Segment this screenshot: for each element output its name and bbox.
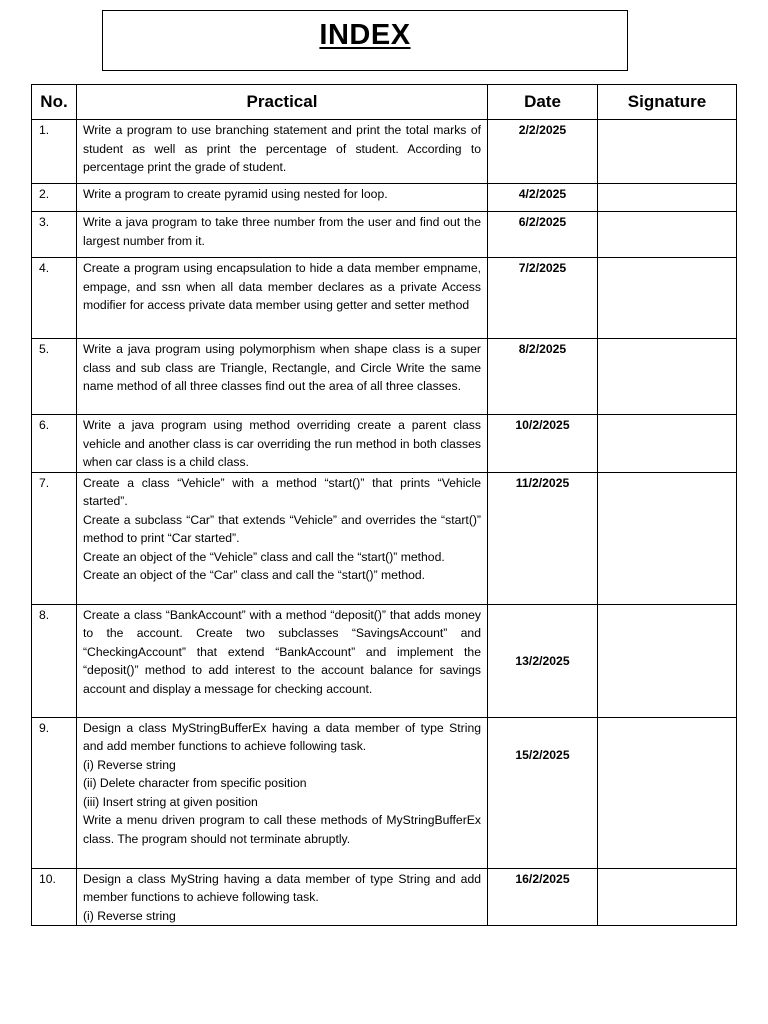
table-row (32, 604, 737, 717)
table-row (32, 415, 737, 473)
practical-line: (ii) Delete character from specific position (83, 776, 307, 790)
practical-line: (iii) Insert string at given position (83, 794, 258, 809)
practical-text (77, 717, 488, 868)
practical-text (77, 212, 488, 258)
practical-line: Design a class MyStringBufferEx having a data member of type String and add member functions to achieve following task. (83, 720, 481, 753)
row-number: 10. (32, 868, 77, 926)
signature-cell (598, 717, 737, 868)
practical-line: Create a subclass “Car” that extends “Vehicle” and overrides the “start()” method to print “Car started”. (83, 512, 481, 545)
practical-line: Write a menu driven program to call these methods of MyStringBufferEx class. The program should not terminate abruptly. (83, 813, 481, 846)
row-number: 5. (32, 339, 77, 415)
practical-line: Create an object of the “Car” class and call the “start()” method. (83, 568, 426, 582)
practical-text (77, 472, 488, 604)
practical-text (77, 258, 488, 339)
row-number: 8. (32, 604, 77, 717)
practical-line: Create a program using encapsulation to hide a data member empname, empage, and ssn when all data member declares as a private Access modifier for access private data member using getter and setter method (83, 261, 481, 312)
signature-cell (598, 472, 737, 604)
date-cell: 8/2/2025 (488, 339, 598, 415)
title-box (102, 10, 628, 71)
row-number: 7. (32, 472, 77, 604)
date-cell: 4/2/2025 (488, 184, 598, 212)
table-row (32, 472, 737, 604)
row-number: 3. (32, 212, 77, 258)
row-number: 4. (32, 258, 77, 339)
row-number: 9. (32, 717, 77, 868)
date-cell: 10/2/2025 (488, 415, 598, 473)
header-signature: Signature (598, 85, 737, 120)
header-date: Date (488, 85, 598, 120)
signature-cell (598, 339, 737, 415)
practical-line: Write a program to create pyramid using nested for loop. (83, 187, 388, 201)
date-cell: 15/2/2025 (488, 717, 598, 868)
table-row (32, 212, 737, 258)
date-cell: 11/2/2025 (488, 472, 598, 604)
row-number: 6. (32, 415, 77, 473)
practical-text (77, 184, 488, 212)
signature-cell (598, 258, 737, 339)
header-practical: Practical (77, 85, 488, 120)
practical-line: Create a class “BankAccount” with a method “deposit()” that adds money to the account. Create two subclasses “SavingsAccount” and “CheckingAccount” that extend “BankAccount” and implement the “deposit()” method to add interest to the account balance for savings account and display a message for checking account. (83, 607, 481, 696)
table-row (32, 120, 737, 184)
practical-line: Write a java program using method overriding create a parent class vehicle and another class is car overriding the run method in both classes when car class is a child class. (83, 418, 481, 469)
signature-cell (598, 415, 737, 473)
date-cell: 6/2/2025 (488, 212, 598, 258)
table-row (32, 184, 737, 212)
header-no: No. (32, 85, 77, 120)
practical-text (77, 339, 488, 415)
signature-cell (598, 604, 737, 717)
date-cell: 2/2/2025 (488, 120, 598, 184)
practical-line: (i) Reverse string (83, 757, 176, 772)
practical-text (77, 120, 488, 184)
practical-text (77, 604, 488, 717)
signature-cell (598, 120, 737, 184)
date-cell: 7/2/2025 (488, 258, 598, 339)
table-row (32, 717, 737, 868)
practical-text (77, 868, 488, 926)
row-number: 2. (32, 184, 77, 212)
table-row (32, 868, 737, 926)
practical-line: Create an object of the “Vehicle” class and call the “start()” method. (83, 549, 445, 564)
row-number: 1. (32, 120, 77, 184)
header-row (32, 85, 737, 120)
practical-line: Create a class “Vehicle” with a method “start()” that prints “Vehicle started”. (83, 475, 481, 508)
date-cell: 16/2/2025 (488, 868, 598, 926)
practical-text (77, 415, 488, 473)
table-row (32, 339, 737, 415)
signature-cell (598, 184, 737, 212)
practical-line: Write a java program using polymorphism when shape class is a super class and sub class are Triangle, Rectangle, and Circle Write the same name method of all three classes find out the area of all three classes. (83, 342, 481, 393)
date-cell: 13/2/2025 (488, 604, 598, 717)
table-row (32, 258, 737, 339)
practical-line: (i) Reverse string (83, 908, 176, 923)
signature-cell (598, 868, 737, 926)
page-title: INDEX (319, 19, 411, 51)
index-table (31, 84, 737, 926)
practical-line: Design a class MyString having a data member of type String and add member functions to achieve following task. (83, 871, 481, 904)
practical-line: Write a program to use branching statement and print the total marks of student as well as print the percentage of student. According to percentage print the grade of student. (83, 123, 481, 174)
signature-cell (598, 212, 737, 258)
practical-line: Write a java program to take three number from the user and find out the largest number from it. (83, 215, 481, 248)
